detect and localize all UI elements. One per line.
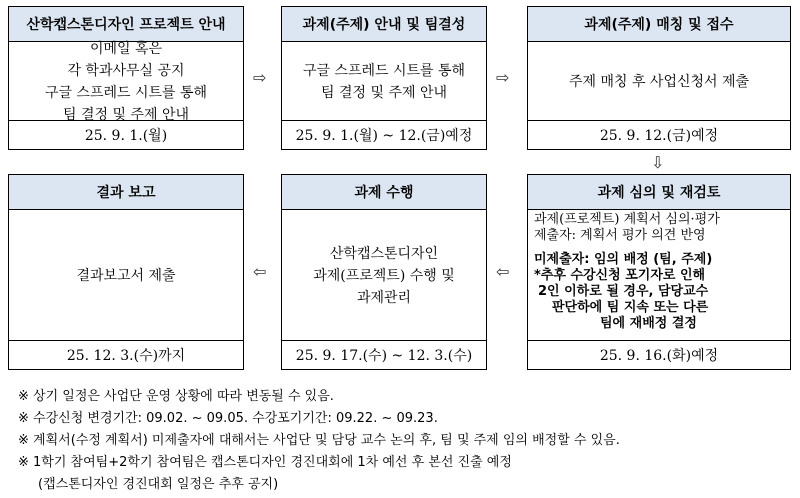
step-4-date: 25. 9. 16.(화)예정 xyxy=(528,340,790,369)
step-3-body xyxy=(528,42,790,121)
step-6-date: 25. 12. 3.(수)까지 xyxy=(9,340,243,369)
step-4-bold-line: 팀에 재배정 결정 xyxy=(600,316,697,331)
step-3-box xyxy=(527,6,791,150)
note-line: (캡스톤디자인 경진대회 일정은 추후 공지) xyxy=(38,477,279,492)
arrow-left-icon: ⇦ xyxy=(253,262,267,281)
step-1-line: 이메일 혹은 xyxy=(89,40,163,57)
notes xyxy=(18,386,798,496)
note-line: ※ 1학기 참여팀+2학기 참여팀은 캡스톤디자인 경진대회에 1차 예선 후 본선 진출 예정 xyxy=(18,455,512,470)
arrow-left-icon: ⇦ xyxy=(496,262,510,281)
step-3-line: 주제 매칭 후 사업신청서 제출 xyxy=(568,73,750,90)
step-1-date: 25. 9. 1.(월) xyxy=(9,120,243,149)
step-4-bold-line: 판단하에 팀 지속 또는 다른 xyxy=(552,300,709,315)
note-line: ※ 계획서(수정 계획서) 미제출자에 대해서는 사업단 및 담당 교수 논의 후, 팀 및 주제 임의 배정할 수 있음. xyxy=(18,433,620,448)
step-5-line: 산학캡스톤디자인 xyxy=(329,245,439,262)
step-1-line: 구글 스프레드 시트를 통해 xyxy=(44,84,208,101)
step-3-title: 과제(주제) 매칭 및 접수 xyxy=(528,7,790,42)
step-4-box xyxy=(527,174,791,370)
step-2-title: 과제(주제) 안내 및 팀결성 xyxy=(282,7,486,42)
arrow-right-icon: ⇨ xyxy=(253,68,267,87)
step-5-box xyxy=(281,174,487,370)
step-4-bold-line: *추후 수강신청 포기자로 인해 xyxy=(534,268,706,283)
step-1-title: 산학캡스톤디자인 프로젝트 안내 xyxy=(9,7,243,42)
step-4-bold-line: 2인 이하로 될 경우, 담당교수 xyxy=(538,284,709,299)
step-1-body xyxy=(9,42,243,121)
arrow-right-icon: ⇨ xyxy=(496,68,510,87)
step-6-box xyxy=(8,174,244,370)
step-2-body xyxy=(282,42,486,121)
note-line: ※ 수강신청 변경기간: 09.02. ~ 09.05. 수강포기기간: 09.22. ~ 09.23. xyxy=(18,411,438,426)
step-5-line: 과제(프로젝트) 수행 및 xyxy=(313,267,455,284)
step-5-body xyxy=(282,210,486,341)
step-4-line: 과제(프로젝트) 계획서 심의·평가 xyxy=(534,212,720,227)
step-6-line: 결과보고서 제출 xyxy=(76,267,176,284)
step-4-line: 제출자: 계획서 평가 의견 반영 xyxy=(534,228,706,243)
step-2-line: 팀 결정 및 주제 안내 xyxy=(321,84,447,101)
step-4-title: 과제 심의 및 재검토 xyxy=(528,175,790,210)
step-2-date: 25. 9. 1.(월) ~ 12.(금)예정 xyxy=(282,120,486,149)
step-1-box xyxy=(8,6,244,150)
step-2-line: 구글 스프레드 시트를 통해 xyxy=(302,62,466,79)
step-6-body xyxy=(9,210,243,341)
step-5-date: 25. 9. 17.(수) ~ 12. 3.(수) xyxy=(282,340,486,369)
step-1-line: 각 학과사무실 공지 xyxy=(67,62,185,79)
step-5-title: 과제 수행 xyxy=(282,175,486,210)
step-3-date: 25. 9. 12.(금)예정 xyxy=(528,120,790,149)
step-6-title: 결과 보고 xyxy=(9,175,243,210)
arrow-down-icon: ⇩ xyxy=(651,153,665,172)
step-4-bold-line: 미제출자: 임의 배정 (팀, 주제) xyxy=(534,252,713,267)
step-2-box xyxy=(281,6,487,150)
step-4-body xyxy=(528,210,790,341)
step-1-line: 팀 결정 및 주제 안내 xyxy=(63,106,189,123)
note-line: ※ 상기 일정은 사업단 운영 상황에 따라 변동될 수 있음. xyxy=(18,389,334,404)
step-5-line: 과제관리 xyxy=(356,289,412,306)
